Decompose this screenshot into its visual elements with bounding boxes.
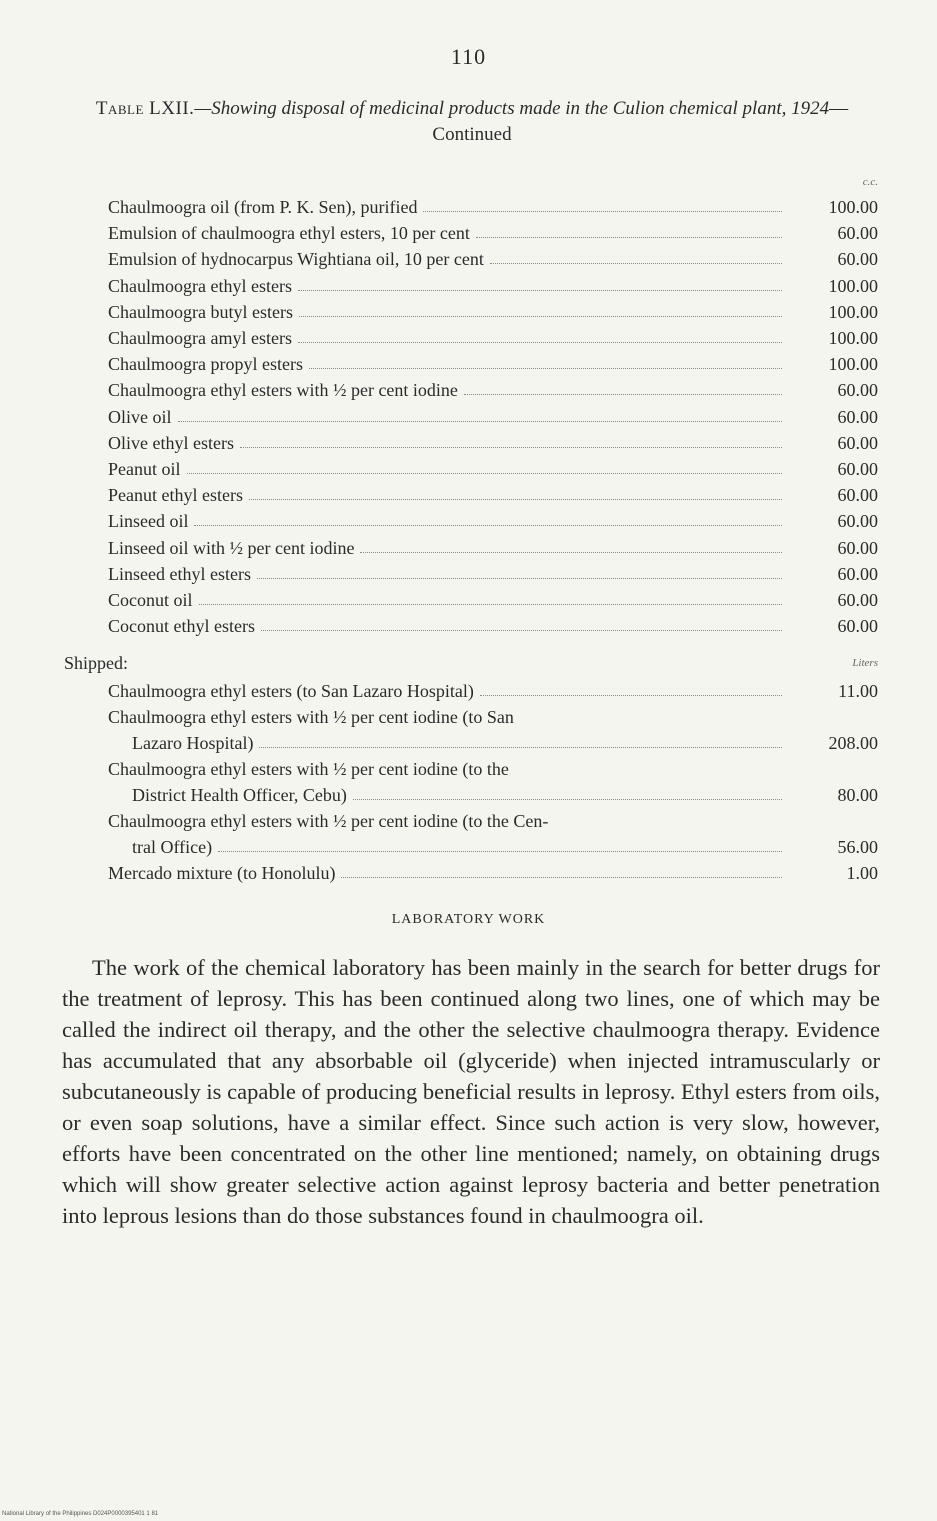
item-label: Linseed ethyl esters: [108, 563, 251, 584]
item-value: 60.00: [837, 485, 878, 506]
shipped-row-line2: [132, 832, 878, 858]
leader-dots: [309, 368, 782, 369]
shipped-value: 208.00: [828, 733, 878, 753]
item-label: Emulsion of chaulmoogra ethyl esters, 10 per cent: [108, 223, 470, 244]
leader-dots: [341, 877, 782, 878]
leader-dots: [257, 578, 782, 579]
table-row: [108, 192, 878, 218]
shipped-label-line1: Chaulmoogra ethyl esters (to San Lazaro Hospital): [108, 681, 474, 701]
table-row: [108, 218, 878, 244]
shipped-label: Shipped:: [64, 653, 129, 673]
item-value: 60.00: [837, 380, 878, 401]
table-row: [108, 402, 878, 428]
body-paragraph: The work of the chemical laboratory has been mainly in the search for better drugs for the treatment of leprosy. This has been continued along two lines, one of which may be called the indirect oil therapy, and the other the selective chaulmoogra therapy. Evidence has accumulated that any absorbable oil (glyceride) when injected intramuscularly or subcutaneously is capable of producing beneficial results in leprosy. Ethyl esters from oils, or even soap solutions, have a similar effect. Since such action is very slow, however, efforts have been concentrated on the other line mentioned; namely, on obtaining drugs which will show greater selective action against leprosy bacteria and better penetration into leprous lesions than do those substances found in chaulmoogra oil.: [62, 955, 880, 1228]
leader-dots: [178, 421, 783, 422]
leader-dots: [353, 799, 782, 800]
item-value: 100.00: [828, 197, 878, 217]
item-value: 100.00: [828, 328, 878, 348]
item-label: Olive oil: [108, 406, 172, 427]
leader-dots: [298, 342, 782, 343]
leader-dots: [218, 851, 782, 852]
shipped-value: 11.00: [838, 681, 878, 701]
leader-dots: [298, 290, 782, 291]
item-value: 100.00: [828, 275, 878, 296]
shipped-label-line2: tral Office): [132, 837, 213, 857]
table-row: [108, 585, 878, 611]
item-value: 60.00: [837, 511, 878, 532]
table-row: [108, 271, 878, 297]
shipped-label-line1: Mercado mixture (to Honolulu): [108, 863, 336, 883]
item-value: 100.00: [828, 354, 878, 375]
table-row: [108, 611, 878, 637]
item-value: 60.00: [837, 249, 878, 270]
table-row: [108, 480, 878, 506]
unit-cc-label: c.c.: [862, 176, 878, 188]
item-value: 60.00: [837, 563, 878, 584]
table-label: Table LXII.: [95, 98, 195, 119]
item-value: 60.00: [837, 616, 878, 637]
shipped-value: 1.00: [846, 863, 878, 883]
item-value: 60.00: [837, 223, 878, 244]
shipped-row-line2: [132, 780, 878, 806]
leader-dots: [423, 211, 782, 212]
table-row: [108, 375, 878, 401]
item-value: 60.00: [837, 590, 878, 610]
item-label: Chaulmoogra butyl esters: [108, 301, 293, 322]
unit-liters-label: Liters: [852, 657, 878, 669]
item-label: Peanut ethyl esters: [108, 485, 243, 506]
table-row: [108, 297, 878, 323]
item-label: Olive ethyl esters: [108, 432, 234, 453]
footer-credit: National Library of the Philippines D024P0000395401 1 81: [2, 1511, 159, 1517]
item-label: Chaulmoogra amyl esters: [108, 328, 292, 348]
leader-dots: [187, 473, 783, 474]
leader-dots: [259, 747, 782, 748]
leader-dots: [194, 525, 782, 526]
leader-dots: [490, 263, 782, 264]
item-label: Chaulmoogra propyl esters: [108, 354, 303, 375]
leader-dots: [464, 394, 782, 395]
shipped-label-line2: District Health Officer, Cebu): [132, 785, 347, 805]
page-number: 110: [450, 44, 487, 69]
table-row: [108, 323, 878, 349]
item-label: Emulsion of hydnocarpus Wightiana oil, 10 per cent: [108, 249, 484, 270]
item-label: Linseed oil with ½ per cent iodine: [108, 537, 355, 558]
shipped-label-line2: Lazaro Hospital): [132, 733, 254, 753]
table-row: [108, 349, 878, 375]
leader-dots: [261, 630, 782, 631]
item-label: Coconut oil: [108, 590, 193, 610]
item-value: 60.00: [837, 537, 878, 558]
table-row: [108, 506, 878, 532]
shipped-row: [108, 858, 878, 884]
shipped-label-line1: Chaulmoogra ethyl esters with ½ per cent iodine (to the Cen-: [108, 811, 549, 831]
shipped-value: 80.00: [837, 785, 878, 805]
item-label: Linseed oil: [108, 511, 189, 532]
leader-dots: [476, 237, 782, 238]
shipped-label-line1: Chaulmoogra ethyl esters with ½ per cent iodine (to the: [108, 759, 509, 779]
item-value: 100.00: [828, 301, 878, 322]
table-row: [108, 428, 878, 454]
item-label: Chaulmoogra ethyl esters with ½ per cent iodine: [108, 380, 458, 401]
table-title-italic: —Showing disposal of medicinal products made in the Culion chemical plant, 1924: [194, 98, 830, 119]
item-label: Coconut ethyl esters: [108, 616, 255, 637]
item-label: Peanut oil: [108, 459, 181, 479]
table-row: [108, 533, 878, 559]
leader-dots: [299, 316, 782, 317]
item-label: Chaulmoogra ethyl esters: [108, 275, 292, 296]
shipped-row-line1: [108, 702, 780, 728]
table-row: [108, 244, 878, 270]
item-value: 60.00: [837, 432, 878, 453]
shipped-row-line2: [132, 728, 878, 754]
leader-dots: [360, 552, 782, 553]
shipped-row-line1: [108, 806, 780, 832]
leader-dots: [240, 447, 782, 448]
shipped-value: 56.00: [837, 837, 878, 857]
shipped-row: [108, 676, 878, 702]
section-heading: LABORATORY WORK: [391, 912, 546, 927]
item-value: 60.00: [837, 459, 878, 479]
leader-dots: [480, 695, 782, 696]
item-label: Chaulmoogra oil (from P. K. Sen), purified: [108, 197, 418, 217]
leader-dots: [249, 499, 782, 500]
item-value: 60.00: [837, 406, 878, 427]
table-row: [108, 559, 878, 585]
leader-dots: [199, 604, 783, 605]
table-title-suffix: —Continued: [432, 98, 849, 145]
table-title: [62, 96, 882, 148]
shipped-label-line1: Chaulmoogra ethyl esters with ½ per cent iodine (to San: [108, 707, 514, 727]
table-row: [108, 454, 878, 480]
shipped-row-line1: [108, 754, 780, 780]
